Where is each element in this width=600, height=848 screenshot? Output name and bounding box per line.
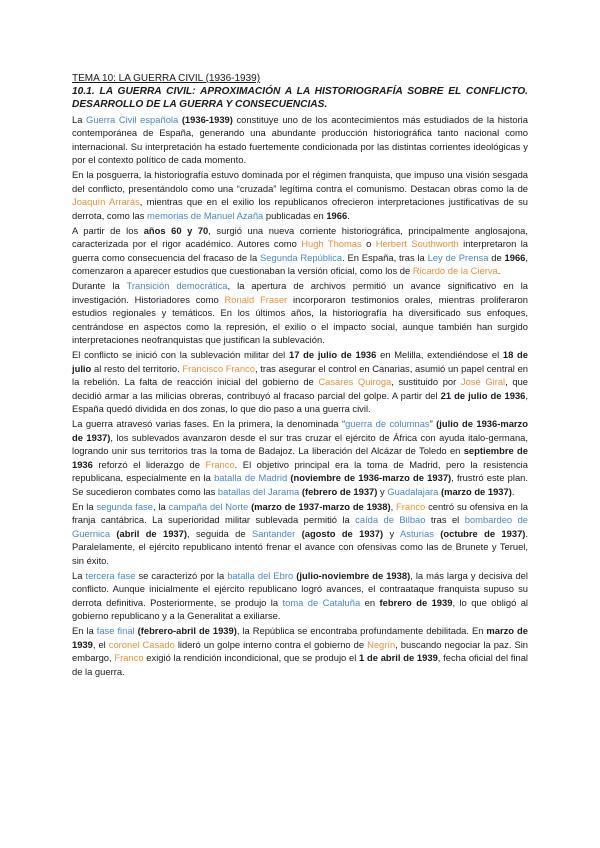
highlight-link[interactable]: segunda fase xyxy=(96,500,153,512)
text-run: exigió la rendición incondicional, que se produjo el xyxy=(143,652,360,664)
text-run: interpretaron la guerra como consecuencia del fracaso de la xyxy=(72,238,528,263)
text-run: . Paralelamente, el ejército republicano intentó frenar el avance con ofensivas como las de Brunete y Teruel, sin éxito. xyxy=(72,527,529,566)
person-name[interactable]: Joaquín Arrarás xyxy=(72,196,140,208)
paragraph xyxy=(72,624,528,678)
highlight-link[interactable]: tercera fase xyxy=(85,569,136,581)
text-run: , el xyxy=(92,638,109,650)
bold-text: (marzo de 1937-marzo de 1938) xyxy=(251,500,391,512)
text-run: o xyxy=(361,238,376,250)
bold-text: 1966 xyxy=(326,209,348,221)
text-run: , buscando negociar la paz. Sin embargo, xyxy=(72,638,528,664)
bold-text: (noviembre de 1936-marzo de 1937) xyxy=(290,472,452,484)
bold-text: marzo de 1939 xyxy=(72,625,528,650)
highlight-link[interactable]: batalla de Madrid xyxy=(214,472,288,484)
person-name[interactable]: Franco xyxy=(205,458,235,470)
text-run: , la República se encontraba profundamente debilitada. En xyxy=(236,625,487,637)
text-run: Durante la xyxy=(72,280,127,292)
text-run: En la xyxy=(72,500,97,512)
text-run: , la más larga y decisiva del conflicto. Aunque inicialmente el ejército republicano logró avances, el contraataque franquista supuso su derrota definitiva. Posteriormente, se produjo la xyxy=(72,569,528,608)
text-run: de xyxy=(488,251,505,263)
highlight-link[interactable]: Transición democrática xyxy=(126,280,228,292)
text-run: , lo que obligó al gobierno republicano y a la Generalitat a exiliarse. xyxy=(72,596,529,622)
person-name[interactable]: Ronald Fraser xyxy=(224,293,288,305)
text-run: En la xyxy=(72,625,97,637)
text-run: La guerra atravesó varias fases. En la primera, la denominada “ xyxy=(72,418,346,430)
text-run: se caracterizó por la xyxy=(135,569,228,581)
text-run: , la apertura de archivos permitió un avance significativo en la investigación. Historiadores como xyxy=(72,280,528,305)
bold-text: 21 de julio de 1936 xyxy=(440,389,526,401)
section-heading: 10.1. LA GUERRA CIVIL: APROXIMACIÓN A LA HISTORIOGRAFÍA SOBRE EL CONFLICTO. DESARROLLO DE LA GUERRA Y CONSECUENCIAS. xyxy=(72,86,528,111)
text-run: , seguida de xyxy=(187,527,252,539)
text-run: al resto del territorio. xyxy=(91,362,183,374)
text-run: , la xyxy=(152,500,169,512)
text-run: , sustituido por xyxy=(391,376,461,388)
text-run: publicadas en xyxy=(263,209,327,221)
text-run: , surgió una nueva corriente historiográfica, principalmente anglosajona, caracterizada por el rigor académico. Autores como xyxy=(72,224,528,250)
text-run: . xyxy=(511,485,515,497)
bold-text: 1966 xyxy=(504,251,526,263)
text-run: . xyxy=(497,265,501,277)
bold-text: 18 de julio xyxy=(72,349,528,374)
text-run: , tras asegurar el control en Canarias, asumió un papel central en la rebelión. La falta de reacción inicial del gobierno de xyxy=(72,362,528,388)
text-run: ” xyxy=(429,418,437,430)
person-name[interactable]: Negrín xyxy=(367,638,396,650)
bold-text: (julio de 1936-marzo de 1937) xyxy=(72,418,528,443)
text-run: en xyxy=(360,596,380,608)
text-run: reforzó el liderazgo de xyxy=(92,458,206,470)
paragraph xyxy=(72,417,528,498)
person-name[interactable]: Franco xyxy=(114,652,144,664)
text-run: incorporaron testimonios orales, mientras proliferaron estudios regionales y temáticos. En los últimos años, la historiografía ha diversificado sus enfoques, centrándose en aspectos como la represión, el exilio o el impacto social, aunque también han surgido interpretaciones neofranquistas que justifican la sublevación. xyxy=(72,293,528,346)
person-name[interactable]: coronel Casado xyxy=(108,638,175,650)
text-run: , comenzaron a aparecer estudios que cuestionaban la versión oficial, como los de xyxy=(72,251,528,277)
bold-text: 1 de abril de 1939 xyxy=(359,652,438,664)
person-name[interactable]: Francisco Franco xyxy=(182,362,255,374)
text-run: En la posguerra, la historiografía estuvo dominada por el régimen franquista, que impuso una visión sesgada del conflicto, presentándolo como una “cruzada” legítima contra el comunismo. Destacan obras como la de xyxy=(72,169,528,194)
paragraph xyxy=(72,168,528,222)
text-run: , los sublevados avanzaron desde el sur tras cruzar el ejército de África con ayuda italo-germana, logrando unir sus territorios tras la toma de Badajoz. La liberación del Alcázar de Toledo en xyxy=(72,431,528,457)
text-run: . El objetivo principal era la toma de Madrid, pero la resistencia republicana, especialmente en la xyxy=(72,458,528,484)
person-name[interactable]: Franco xyxy=(396,500,426,512)
text-run: . En España, tras la xyxy=(342,251,428,263)
text-run: A partir de los xyxy=(72,224,144,236)
highlight-link[interactable]: fase final xyxy=(96,625,135,637)
bold-text: (febrero-abril de 1939) xyxy=(137,625,237,637)
highlight-link[interactable]: batallas del Jarama xyxy=(217,485,300,497)
person-name[interactable]: Ricardo de la Cierva xyxy=(412,265,498,277)
paragraph xyxy=(72,224,528,278)
text-run: lideró un golpe interno contra el gobierno de xyxy=(174,638,368,650)
text-run: , fecha oficial del final de la guerra. xyxy=(72,652,529,677)
person-name[interactable]: Casares Quiroga xyxy=(318,376,392,388)
text-run: , frustró este plan. Se sucedieron combates como las xyxy=(72,472,528,497)
bold-text: (abril de 1937) xyxy=(116,527,187,539)
person-name[interactable]: Hugh Thomas xyxy=(301,238,362,250)
text-run: y xyxy=(383,527,401,539)
bold-text: septiembre de 1936 xyxy=(72,445,528,470)
paragraph xyxy=(72,348,528,416)
document-title: TEMA 10: LA GUERRA CIVIL (1936-1939) xyxy=(72,73,261,84)
paragraph xyxy=(72,279,528,347)
bold-text: (febrero de 1937) xyxy=(301,485,378,497)
highlight-link[interactable]: Guadalajara xyxy=(387,485,439,497)
highlight-link[interactable]: campaña del Norte xyxy=(168,500,249,512)
paragraph xyxy=(72,113,528,167)
highlight-link[interactable]: toma de Cataluña xyxy=(282,596,361,608)
text-run: El conflicto se inició con la sublevación militar del xyxy=(72,349,289,361)
person-name[interactable]: Herbert Southworth xyxy=(375,238,459,250)
text-run: y xyxy=(377,485,388,497)
highlight-link[interactable]: guerra de columnas xyxy=(345,418,430,430)
bold-text: años 60 y 70 xyxy=(143,224,209,236)
text-run: en Melilla, extendiéndose el xyxy=(376,349,503,361)
text-run: , mientras que en el exilio los republicanos ofrecieron interpretaciones justificativas de su derrota, como las xyxy=(72,196,528,221)
text-run: tras el xyxy=(425,514,465,526)
text-run: , que decidió armar a las milicias obreras, contribuyó al fracaso parcial del golpe. A partir del xyxy=(72,376,529,401)
bold-text: (1936-1939) xyxy=(181,113,233,125)
bold-text: (agosto de 1937) xyxy=(301,527,384,539)
highlight-link[interactable]: Santander xyxy=(251,527,296,539)
bold-text: (marzo de 1937) xyxy=(440,485,512,497)
person-name[interactable]: José Giral xyxy=(460,376,506,388)
highlight-link[interactable]: memorias de Manuel Azaña xyxy=(147,209,264,221)
highlight-link[interactable]: Guerra Civil española xyxy=(86,113,179,125)
highlight-link[interactable]: Asturias xyxy=(400,527,434,539)
bold-text: (octubre de 1937) xyxy=(440,527,526,539)
body-text xyxy=(72,113,528,679)
text-run: centró su ofensiva en la franja cantábrica. La superioridad militar sublevada permitió la xyxy=(72,500,529,526)
highlight-link[interactable]: Ley de Prensa xyxy=(427,251,489,263)
paragraph xyxy=(72,569,528,623)
bold-text: (julio-noviembre de 1938) xyxy=(296,569,411,581)
text-run: , xyxy=(390,500,397,512)
text-run: constituye uno de los acontecimientos más estudiados de la historia contemporánea de España, generando una abundante producción historiográfica tanto nacional como internacional. Su interpretación ha estado fuertemente condicionada por las distintas corrientes ideológicas y por el contexto político de cada momento. xyxy=(72,113,528,166)
bold-text: febrero de 1939 xyxy=(379,596,453,608)
text-run: La xyxy=(72,569,86,581)
text-run: La xyxy=(72,113,87,125)
highlight-link[interactable]: bombardeo de Guernica xyxy=(72,514,528,539)
bold-text: 17 de julio de 1936 xyxy=(289,349,377,361)
highlight-link[interactable]: caída de Bilbao xyxy=(355,514,426,526)
paragraph xyxy=(72,500,528,568)
text-run: , España quedó dividida en dos zonas, lo que dio paso a una guerra civil. xyxy=(72,389,528,415)
highlight-link[interactable]: Segunda República xyxy=(260,251,343,263)
text-run: . xyxy=(347,209,350,221)
highlight-link[interactable]: batalla del Ebro xyxy=(227,569,294,581)
